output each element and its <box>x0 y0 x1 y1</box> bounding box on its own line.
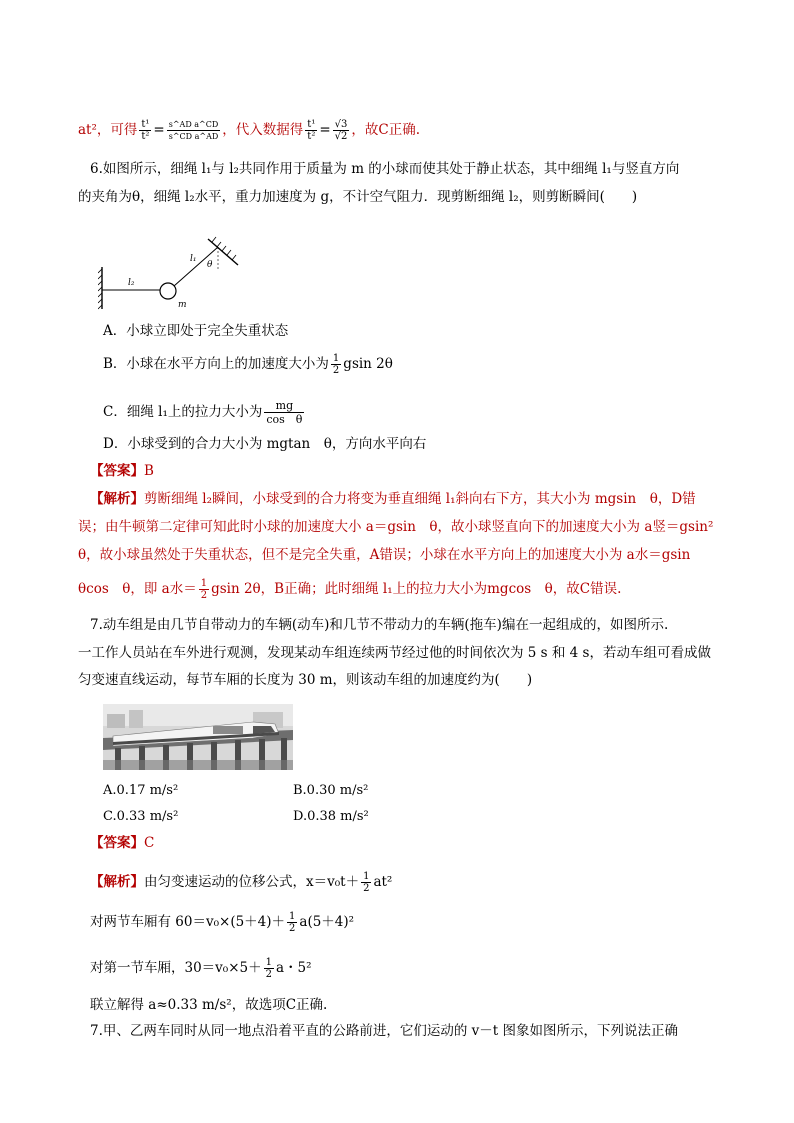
ball <box>160 283 176 299</box>
q7-stem-line2: 一工作人员站在车外进行观测，发现某动车组连续两节经过他的时间依次为 5 s 和 4 s，若动车组可看成做 <box>78 645 711 661</box>
q6-option-a: A．小球立即处于完全失重状态 <box>103 323 289 339</box>
q6-stem-line2: 的夹角为θ，细绳 l₂水平，重力加速度为 g，不计空气阻力．现剪断细绳 l₂，则剪断瞬间( ) <box>78 189 638 205</box>
sqrt-fraction: $\frac{\text{s\textasciicircum{}AD a\textasciicircum{}CD}}{\text{s\textasciicircum{}CD a\textasciicircum{}AD}}$ <box>168 120 219 141</box>
q7-train-photo <box>103 704 293 770</box>
fraction: $\frac{1}{2}$ <box>332 353 340 376</box>
fraction: $\frac{mg}{\text{cos θ}}$ <box>266 399 303 426</box>
label-l1: l₁ <box>190 254 197 264</box>
fraction: $\frac{1}{2}$ <box>200 578 208 601</box>
label-l2: l₂ <box>128 278 135 288</box>
q7-answer: 【答案】C <box>90 835 155 851</box>
q7-analysis-line2: 对两节车厢有 60＝v₀×(5＋4)＋ $\frac{1}{2}$ a(5＋4)² <box>90 911 355 934</box>
q7-stem-line3: 匀变速直线运动，每节车厢的长度为 30 m，则该动车组的加速度约为( ) <box>78 672 533 688</box>
q7-stem-line1: 7.动车组是由几节自带动力的车辆(动车)和几节不带动力的车辆(拖车)编在一起组成的，如图所示. <box>90 617 669 633</box>
q7-analysis-line1: 【解析】由匀变速运动的位移公式，x＝v₀t＋ $\frac{1}{2}$ at² <box>90 871 393 894</box>
fraction: $\frac{√3}{√2}$ <box>334 119 348 142</box>
q6-analysis-line2: 误；由牛顿第二定律可知此时小球的加速度大小 a＝gsin θ，故小球竖直向下的加速度大小为 a竖＝gsin² <box>78 519 714 535</box>
q7-option-a: A.0.17 m/s² <box>103 783 179 798</box>
fraction: $\frac{1}{2}$ <box>363 871 370 894</box>
prev-solution-line: at²，可得 $\frac{\text{t¹}}{\text{t²}}$ = $\frac{\text{s\textasciicircum{}AD a\textasciicircum{}CD}}{\text{s\textasciicircum{}CD a\textasciicircum{}AD}}$ ，代入数据得 $\frac{\text{t¹}}{\text{t²}}$ = $\frac{√3}{√2}$ ，故C正确. <box>78 119 420 142</box>
q6-rope-ball-diagram <box>98 235 268 315</box>
q7-option-b: B.0.30 m/s² <box>293 783 369 798</box>
q8-stem-line1: 7.甲、乙两车同时从同一地点沿着平直的公路前进，它们运动的 v－t 图象如图所示，下列说法正确 <box>90 1023 679 1039</box>
fraction: $\frac{\text{t¹}}{\text{t²}}$ <box>307 119 316 142</box>
q6-answer: 【答案】B <box>90 463 154 479</box>
q6-option-d: D．小球受到的合力大小为 mgtan θ，方向水平向右 <box>103 436 427 452</box>
fraction: $\frac{\text{t¹}}{\text{t²}}$ <box>141 119 150 142</box>
q6-option-b: B．小球在水平方向上的加速度大小为 $\frac{1}{2}$ gsin 2θ <box>103 353 393 376</box>
label-m: m <box>178 300 187 310</box>
fraction: $\frac{1}{2}$ <box>289 911 296 934</box>
q7-analysis-line3: 对第一节车厢，30＝v₀×5＋ $\frac{1}{2}$ a・5² <box>90 957 312 980</box>
q6-analysis-line1: 【解析】剪断细绳 l₂瞬间，小球受到的合力将变为垂直细绳 l₁斜向右下方，其大小为 mgsin θ，D错 <box>90 491 696 507</box>
q7-option-d: D.0.38 m/s² <box>293 809 369 824</box>
q7-option-c: C.0.33 m/s² <box>103 809 179 824</box>
q6-stem-line1: 6.如图所示，细绳 l₁与 l₂共同作用于质量为 m 的小球而使其处于静止状态，其中细绳 l₁与竖直方向 <box>90 161 680 177</box>
q7-analysis-line4: 联立解得 a≈0.33 m/s²，故选项C正确. <box>90 997 328 1013</box>
q6-option-c: C．细绳 l₁上的拉力大小为 $\frac{mg}{\text{cos θ}}$ <box>103 399 303 426</box>
q6-analysis-line4: θcos θ，即 a水＝ $\frac{1}{2}$ gsin 2θ，B正确；此时细绳 l₁上的拉力大小为mgcos θ，故C错误. <box>78 578 622 601</box>
label-theta: θ <box>207 260 213 270</box>
q6-analysis-line3: θ，故小球虽然处于失重状态，但不是完全失重，A错误；小球在水平方向上的加速度大小为 a水＝gsin <box>78 547 691 563</box>
fraction: $\frac{1}{2}$ <box>265 957 272 980</box>
